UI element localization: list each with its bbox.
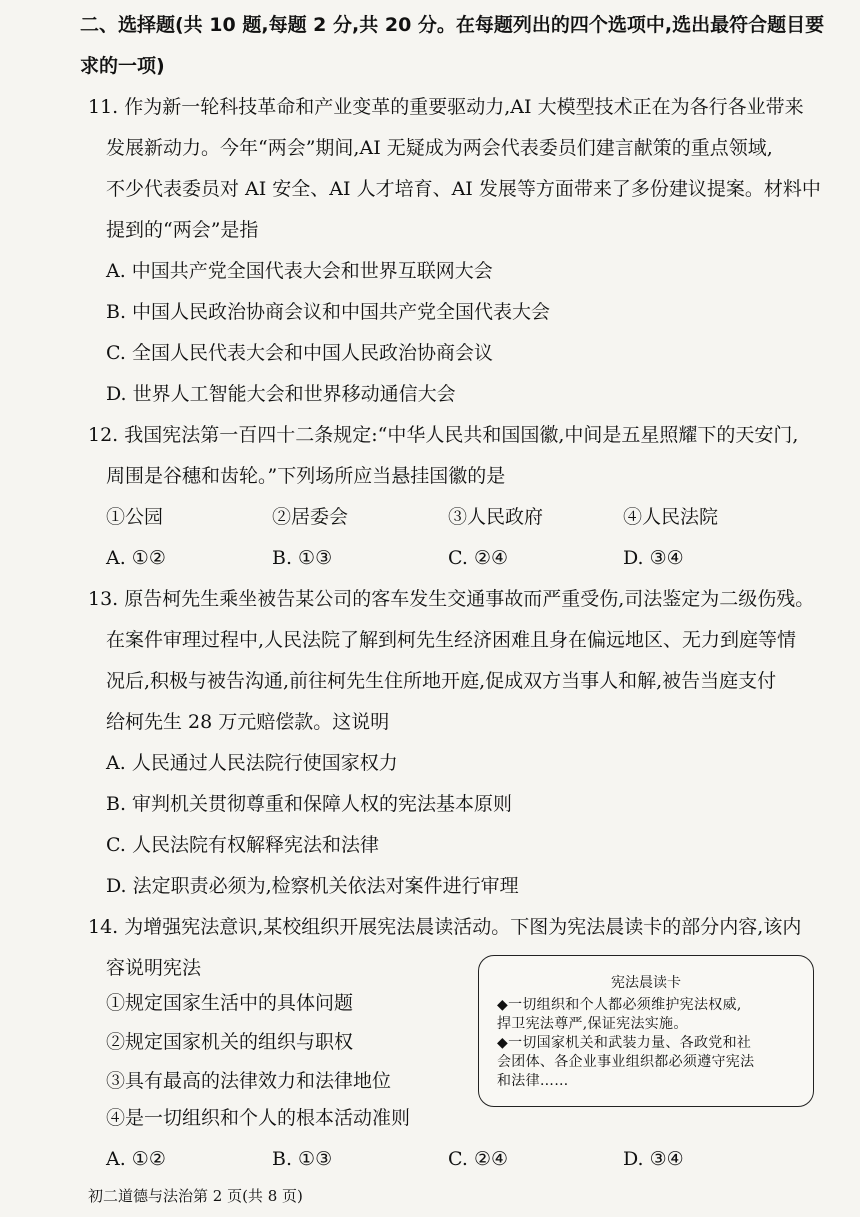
q13-stem-line-3: 况后,积极与被告沟通,前往柯先生住所地开庭,促成双方当事人和解,被告当庭支付 bbox=[106, 670, 777, 692]
page-footer: 初二道德与法治第 2 页(共 8 页) bbox=[88, 1187, 303, 1205]
card-line-3: ◆一切国家机关和武装力量、各政党和社 bbox=[497, 1035, 752, 1051]
section-heading-line-2: 求的一项) bbox=[80, 55, 165, 77]
q12-stem-line-1: 12. 我国宪法第一百四十二条规定:“中华人民共和国国徽,中间是五星照耀下的天安门, bbox=[88, 424, 799, 446]
q14-option-c: C. ②④ bbox=[448, 1148, 509, 1170]
q13-stem-line-4: 给柯先生 28 万元赔偿款。这说明 bbox=[106, 711, 390, 733]
q13-option-c: C. 人民法院有权解释宪法和法律 bbox=[106, 834, 379, 856]
q12-item-1: ①公园 bbox=[106, 506, 164, 528]
q14-item-2: ②规定国家机关的组织与职权 bbox=[106, 1031, 354, 1053]
q13-option-a: A. 人民通过人民法院行使国家权力 bbox=[106, 752, 398, 774]
q11-stem-line-2: 发展新动力。今年“两会”期间,AI 无疑成为两会代表委员们建言献策的重点领域, bbox=[106, 137, 773, 159]
q14-stem-line-1: 14. 为增强宪法意识,某校组织开展宪法晨读活动。下图为宪法晨读卡的部分内容,该内 bbox=[88, 916, 802, 938]
q12-option-c: C. ②④ bbox=[448, 547, 509, 569]
q13-option-d: D. 法定职责必须为,检察机关依法对案件进行审理 bbox=[106, 875, 519, 897]
section-heading-line-1: 二、选择题(共 10 题,每题 2 分,共 20 分。在每题列出的四个选项中,选出最符合题目要 bbox=[80, 14, 825, 36]
q12-stem-line-2: 周围是谷穗和齿轮。”下列场所应当悬挂国徽的是 bbox=[106, 465, 506, 487]
q13-stem-line-1: 13. 原告柯先生乘坐被告某公司的客车发生交通事故而严重受伤,司法鉴定为二级伤残。 bbox=[88, 588, 815, 610]
q11-option-d: D. 世界人工智能大会和世界移动通信大会 bbox=[106, 383, 456, 405]
q12-option-a: A. ①② bbox=[106, 547, 166, 569]
q14-item-4: ④是一切组织和个人的根本活动准则 bbox=[106, 1107, 411, 1129]
q14-item-1: ①规定国家生活中的具体问题 bbox=[106, 992, 354, 1014]
q14-stem-line-2: 容说明宪法 bbox=[106, 957, 202, 979]
q11-option-c: C. 全国人民代表大会和中国人民政治协商会议 bbox=[106, 342, 493, 364]
card-title: 宪法晨读卡 bbox=[611, 975, 681, 991]
q11-stem-line-1: 11. 作为新一轮科技革命和产业变革的重要驱动力,AI 大模型技术正在为各行各业带来 bbox=[88, 96, 804, 118]
q14-item-3: ③具有最高的法律效力和法律地位 bbox=[106, 1070, 392, 1092]
q14-option-d: D. ③④ bbox=[623, 1148, 684, 1170]
card-line-5: 和法律…… bbox=[497, 1073, 569, 1089]
q14-option-a: A. ①② bbox=[106, 1148, 166, 1170]
card-line-4: 会团体、各企业事业组织都必须遵守宪法 bbox=[497, 1054, 755, 1070]
q13-stem-line-2: 在案件审理过程中,人民法院了解到柯先生经济困难且身在偏远地区、无力到庭等情 bbox=[106, 629, 797, 651]
q11-option-a: A. 中国共产党全国代表大会和世界互联网大会 bbox=[106, 260, 493, 282]
q14-option-b: B. ①③ bbox=[272, 1148, 333, 1170]
q13-option-b: B. 审判机关贯彻尊重和保障人权的宪法基本原则 bbox=[106, 793, 513, 815]
constitution-reading-card bbox=[478, 955, 814, 1107]
q12-option-d: D. ③④ bbox=[623, 547, 684, 569]
card-line-2: 捍卫宪法尊严,保证宪法实施。 bbox=[497, 1016, 688, 1032]
card-line-1: ◆一切组织和个人都必须维护宪法权威, bbox=[497, 997, 742, 1013]
q11-stem-line-4: 提到的“两会”是指 bbox=[106, 219, 259, 241]
q12-item-2: ②居委会 bbox=[272, 506, 349, 528]
q12-item-3: ③人民政府 bbox=[448, 506, 544, 528]
q12-option-b: B. ①③ bbox=[272, 547, 333, 569]
q11-stem-line-3: 不少代表委员对 AI 安全、AI 人才培育、AI 发展等方面带来了多份建议提案。材料中 bbox=[106, 178, 821, 200]
q12-item-4: ④人民法院 bbox=[623, 506, 719, 528]
q11-option-b: B. 中国人民政治协商会议和中国共产党全国代表大会 bbox=[106, 301, 551, 323]
